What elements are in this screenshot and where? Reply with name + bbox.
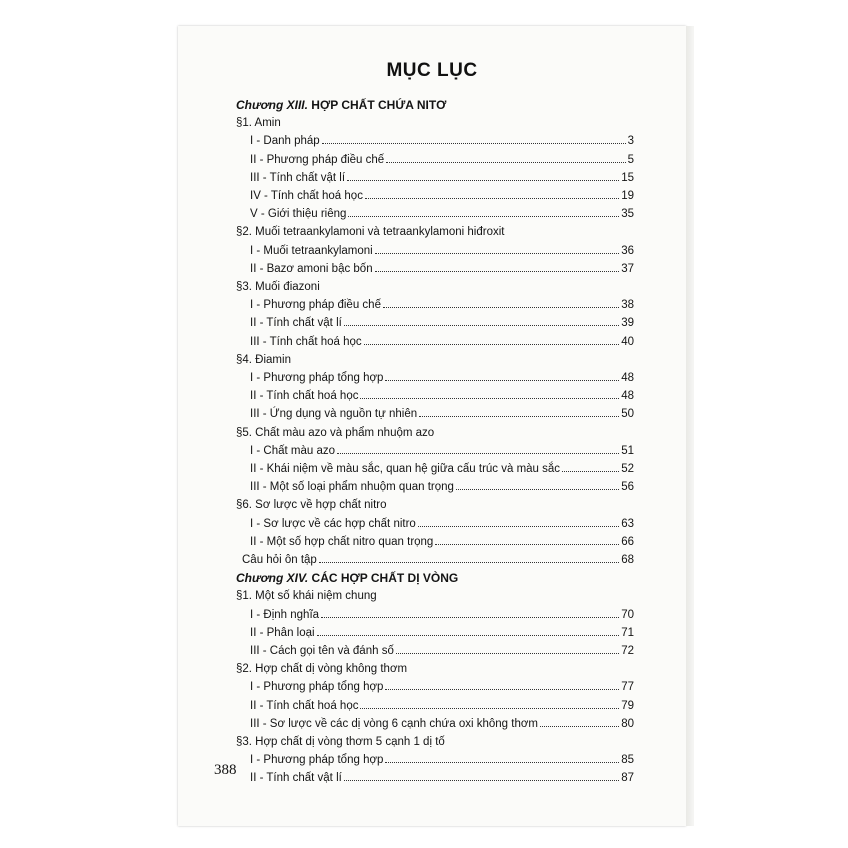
toc-label: I - Phương pháp điều chế xyxy=(250,299,381,312)
toc-page-number: 5 xyxy=(627,153,634,166)
toc-entry xyxy=(242,624,634,642)
toc-label: III - Tính chất hoá học xyxy=(250,335,362,348)
toc-label: §2. Muối tetraankylamoni và tetraankylamoni hiđroxit xyxy=(236,226,505,239)
toc-page-number: 52 xyxy=(621,463,634,475)
toc-page-number: 35 xyxy=(621,208,634,221)
toc-leader-dots xyxy=(364,333,620,345)
toc-label: I - Danh pháp xyxy=(250,135,320,148)
toc-label: §1. Một số khái niệm chung xyxy=(236,590,377,603)
toc-label: I - Sơ lược về các hợp chất nitro xyxy=(250,517,416,530)
toc-entry xyxy=(242,369,634,387)
toc-page-number: 51 xyxy=(621,444,634,457)
toc-label: II - Phương pháp điều chế xyxy=(250,153,385,166)
toc-section xyxy=(236,587,648,605)
toc-leader-dots xyxy=(337,442,619,454)
toc-page-number: 77 xyxy=(621,681,634,694)
page-number: 388 xyxy=(214,762,237,778)
toc-page-number: 37 xyxy=(621,262,634,275)
toc-entry xyxy=(242,442,634,460)
toc-entry xyxy=(242,551,634,569)
toc-page-number: 56 xyxy=(621,481,634,494)
toc-label: V - Giới thiệu riêng xyxy=(250,208,347,221)
toc-label: II - Tính chất vật lí xyxy=(250,317,342,330)
toc-entry xyxy=(242,697,634,715)
toc-leader-dots xyxy=(317,624,620,636)
toc-entry xyxy=(242,242,634,260)
toc-entry xyxy=(242,478,634,496)
toc-leader-dots xyxy=(385,678,619,690)
page-title: MỤC LỤC xyxy=(386,60,478,81)
toc-leader-dots xyxy=(344,769,619,781)
toc-chapter xyxy=(236,569,648,587)
toc-chapter-number: Chương XIV. xyxy=(236,571,309,586)
toc-label: Câu hỏi ôn tập xyxy=(242,554,317,566)
toc-page-number: 87 xyxy=(621,772,634,785)
toc-entry xyxy=(242,260,634,278)
toc-label: §3. Muối điazoni xyxy=(236,281,320,293)
toc-page-number: 19 xyxy=(621,190,634,202)
toc-leader-dots xyxy=(385,369,619,381)
toc-leader-dots xyxy=(347,169,619,181)
toc-page-number: 40 xyxy=(621,335,634,348)
toc-entry xyxy=(242,751,634,769)
toc-label: I - Phương pháp tổng hợp xyxy=(250,681,384,694)
toc-entry xyxy=(242,460,634,478)
toc-entry xyxy=(242,515,634,533)
toc-label: HỢP CHẤT CHỨA NITƠ xyxy=(311,98,447,112)
toc-leader-dots xyxy=(321,606,619,618)
toc-label: III - Tính chất vật lí xyxy=(250,171,346,184)
toc-entry xyxy=(242,642,634,660)
toc-leader-dots xyxy=(562,460,619,472)
toc-page-number: 85 xyxy=(621,754,634,767)
toc-page-number: 50 xyxy=(621,408,634,421)
toc-leader-dots xyxy=(456,478,619,490)
toc-label: II - Tính chất vật lí xyxy=(250,772,342,785)
toc-entry xyxy=(242,606,634,624)
toc-label: II - Tính chất hoá học xyxy=(250,699,359,712)
toc-label: §1. Amin xyxy=(236,117,281,130)
toc-page-number: 36 xyxy=(621,244,634,257)
toc-label: III - Ứng dụng và nguồn tự nhiên xyxy=(250,408,418,421)
toc-section xyxy=(236,733,648,751)
toc-page-number: 15 xyxy=(621,171,634,184)
toc-page-number: 79 xyxy=(621,699,634,712)
toc-entry xyxy=(242,187,634,205)
toc-entry xyxy=(242,205,634,223)
toc-section xyxy=(236,351,648,369)
toc-label: §2. Hợp chất dị vòng không thơm xyxy=(236,663,408,676)
toc-page-number: 48 xyxy=(621,390,634,403)
toc-leader-dots xyxy=(322,132,626,144)
toc-label: I - Định nghĩa xyxy=(250,608,320,621)
toc-leader-dots xyxy=(344,314,619,326)
toc-section xyxy=(236,496,648,514)
toc-leader-dots xyxy=(418,515,619,527)
toc-leader-dots xyxy=(435,533,619,545)
toc-label: III - Sơ lược về các dị vòng 6 cạnh chứa oxi không thơm xyxy=(250,717,538,730)
toc-label: IV - Tính chất hoá học xyxy=(250,190,363,202)
toc-section xyxy=(236,223,648,241)
toc-label: II - Phân loại xyxy=(250,626,315,639)
toc-leader-dots xyxy=(383,296,619,308)
toc-label: I - Phương pháp tổng hợp xyxy=(250,372,384,384)
toc-leader-dots xyxy=(419,405,619,417)
toc-leader-dots xyxy=(385,751,619,763)
toc-label: §4. Điamin xyxy=(236,353,291,366)
toc-leader-dots xyxy=(375,260,620,272)
toc-section xyxy=(236,278,648,296)
toc-label: I - Chất màu azo xyxy=(250,444,336,457)
toc-label: §5. Chất màu azo và phẩm nhuộm azo xyxy=(236,426,435,439)
toc-entry xyxy=(242,387,634,405)
toc-page-number: 66 xyxy=(621,535,634,548)
toc-leader-dots xyxy=(319,551,619,563)
toc-label: §6. Sơ lược về hợp chất nitro xyxy=(236,499,387,512)
toc-section xyxy=(236,660,648,678)
toc-entry xyxy=(242,151,634,169)
toc-entry xyxy=(242,405,634,423)
toc-leader-dots xyxy=(365,187,619,199)
toc-label: I - Muối tetraankylamoni xyxy=(250,244,373,257)
toc-entry xyxy=(242,314,634,332)
toc-leader-dots xyxy=(360,387,619,399)
toc-entry xyxy=(242,132,634,150)
toc-chapter xyxy=(236,96,648,114)
page-edge xyxy=(686,26,694,826)
toc-entry xyxy=(242,169,634,187)
toc-entry xyxy=(242,769,634,787)
toc-section xyxy=(236,424,648,442)
toc-label: II - Khái niệm về màu sắc, quan hệ giữa cấu trúc và màu sắc xyxy=(250,463,561,475)
toc-leader-dots xyxy=(375,242,619,254)
toc-page-number: 72 xyxy=(621,645,634,657)
toc-label: I - Phương pháp tổng hợp xyxy=(250,754,384,767)
toc-page-number: 68 xyxy=(621,554,634,566)
toc-entry xyxy=(242,715,634,733)
toc-label: III - Một số loại phẩm nhuộm quan trọng xyxy=(250,481,454,494)
book-page xyxy=(178,26,686,826)
toc-label: II - Một số hợp chất nitro quan trọng xyxy=(250,535,434,548)
toc-page-number: 63 xyxy=(621,517,634,530)
toc-leader-dots xyxy=(348,205,619,217)
toc-page-number: 39 xyxy=(621,317,634,330)
toc-label: III - Cách gọi tên và đánh số xyxy=(250,645,394,657)
toc-chapter-number: Chương XIII. xyxy=(236,98,308,112)
toc-section xyxy=(236,114,648,132)
toc-label: II - Bazơ amoni bậc bốn xyxy=(250,262,373,275)
toc-page-number: 38 xyxy=(621,299,634,312)
toc-page-number: 3 xyxy=(627,135,634,148)
toc-page-number: 48 xyxy=(621,372,634,384)
toc-entry xyxy=(242,296,634,314)
toc-label: CÁC HỢP CHẤT DỊ VÒNG xyxy=(311,571,459,586)
toc-entry xyxy=(242,533,634,551)
toc-entry xyxy=(242,333,634,351)
toc-page-number: 80 xyxy=(621,717,634,730)
toc-label: II - Tính chất hoá học xyxy=(250,390,359,403)
toc-label: §3. Hợp chất dị vòng thơm 5 cạnh 1 dị tố xyxy=(236,736,445,748)
toc-leader-dots xyxy=(540,715,619,727)
toc-page-number: 70 xyxy=(621,608,634,621)
toc-leader-dots xyxy=(360,697,619,709)
toc-leader-dots xyxy=(386,151,625,163)
toc-page-number: 71 xyxy=(621,626,634,639)
toc-entry xyxy=(242,678,634,696)
toc-leader-dots xyxy=(396,642,619,654)
